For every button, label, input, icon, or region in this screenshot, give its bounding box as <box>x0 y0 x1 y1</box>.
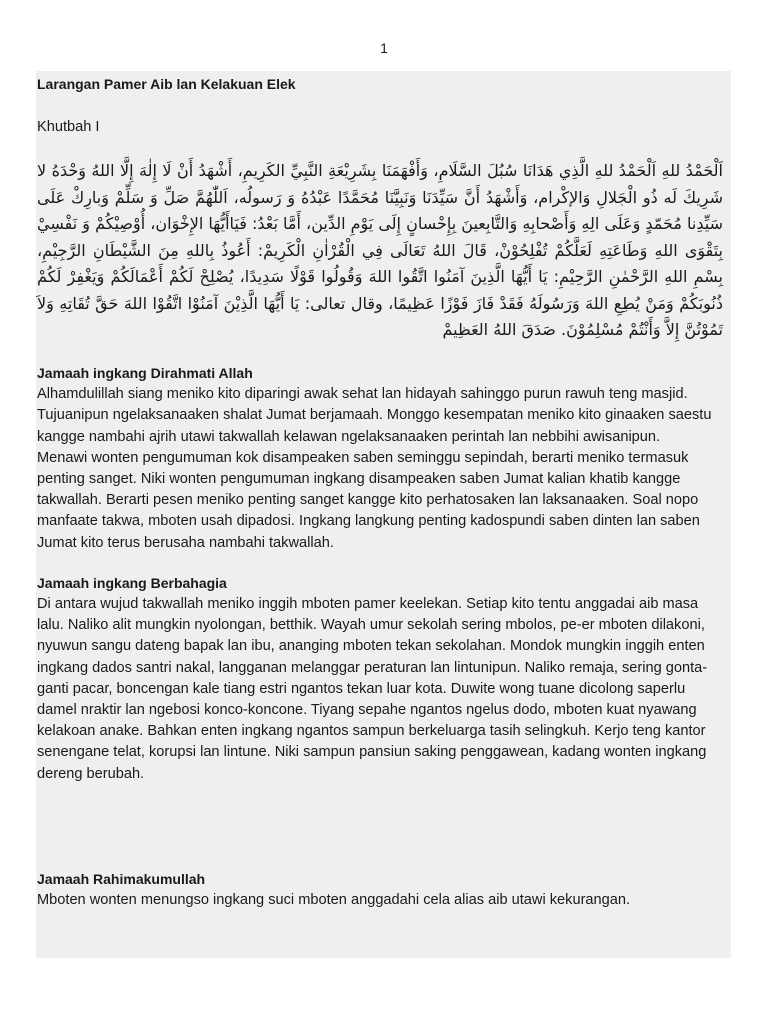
arabic-opening-text: اَلْحَمْدُ للهِ اَلْحَمْدُ للهِ الَّذِي هَدَانَا سُبُلَ السَّلَامِ، وَأَفْهَمَنَا بِشَرِيْعَةِ النَّبِيِّ الكَرِيمِ، أَشْهَدُ أَنْ لَا إِلٰهَ إِلَّا اللهُ وَحْدَهُ لا شَرِيكَ لَه ذُو الْجَلالِ وَالإكْرام، وَأَشْهَدُ أَنَّ سَيِّدَنَا وَنَبِيَّنَا مُحَمَّدًا عَبْدُهُ وَ رَسولُه، اَللّٰهُمَّ صَلِّ وَ سَلِّمْ وَبارِكْ عَلَى سَيِّدِنا مُحَمّدٍ وَعَلَى الِهِ وَأَصْحابِهِ وَالتَّابِعينَ بِإِحْسانٍ إِلَى يَوْمِ الدِّين، أَمَّا بَعْدُ: فَيَاأَيُّهَا الإِخْوَان، أُوْصِيْكُمْ وَ نَفْسِيْ بِتَقْوَى اللهِ وَطَاعَتِهِ لَعَلَّكُمْ تُفْلِحُوْنْ، قَالَ اللهُ تَعَالَى فِي الْقُرْاٰنِ الْكَرِيمْ: أَعُوذُ بِاللهِ مِنَ الشَّيْطَانِ الرَّجِيْمِ، بِسْمِ اللهِ الرَّحْمٰنِ الرَّحِيْمِ: يَا أَيُّهَا الَّذِينَ آمَنُوا اتَّقُوا اللهَ وَقُولُوا قَوْلًا سَدِيدًا، يُصْلِحْ لَكُمْ أَعْمَالَكُمْ وَيَغْفِرْ لَكُمْ ذُنُوبَكُمْ وَمَنْ يُطِعِ اللهَ وَرَسُولَهُ فَقَدْ فَازَ فَوْزًا عَظِيمًا، وقال تعالى: يَا أَيُّهَا الَّذِيْنَ آمَنُوْا اتَّقُوْا اللهَ حَقَّ تُقَاتِهِ وَلاَ تَمُوْتُنَّ إِلاَّ وَأَنْتُمْ مُسْلِمُوْنَ. صَدَقَ اللهُ العَظِيمْ <box>37 161 723 340</box>
section-heading: Jamaah ingkang Dirahmati Allah <box>37 364 253 381</box>
document-body <box>37 74 727 911</box>
section-heading: Jamaah ingkang Berbahagia <box>37 574 227 591</box>
paragraph: Mboten wonten menungso ingkang suci mboten anggadahi cela alias aib utawi kekurangan. <box>37 891 631 908</box>
page-number: 1 <box>380 40 388 56</box>
paragraph: Di antara wujud takwallah meniko inggih mboten pamer keelekan. Setiap kito tentu anggadai aib masa lalu. Naliko alit mungkin nyolongan, betthik. Wayah umur sekolah sering mbolos, pe-er mboten dilakoni, nyuwun sangu dateng bapak lan ibu, ananging mboten tekan sekolahan. Mondok mungkin inggih enten ingkang dados santri nakal, langganan melanggar peraturan lan lintunipun. Naliko remaja, sering gonta-ganti pacar, boncengan kale tiang estri ngantos tekan luar kota. Duwite wong tuane dicolong saperlu damel nraktir lan ngebosi konco-koncone. Tiyang sepahe ngantos ngelus dodo, mboten kuat nyawang kelakoan anake. Bahkan enten ingkang ngantos sampun berkeluarga tasih selingkuh. Kerjo teng kantor senengane telat, korupsi lan lintune. Niki sampun pansiun saking penggawean, kadang wonten ingkang dereng berubah. <box>37 595 708 782</box>
document-title: Larangan Pamer Aib lan Kelakuan Elek <box>37 76 296 92</box>
section-rahimakumullah <box>37 869 727 911</box>
khutbah-label: Khutbah I <box>37 119 100 136</box>
paragraph: Alhamdulillah siang meniko kito diparingi awak sehat lan hidayah sahinggo purun rawuh teng masjid. Tujuanipun ngelaksanaaken shalat Jumat berjamaah. Monggo kesempatan meniko kito ginaaken saestu kangge nambahi ajrih utawi takwallah kelawan ngelaksanaaken perintah lan nebbihi awisanipun. <box>37 386 712 445</box>
section-dirahmati <box>37 363 727 554</box>
section-berbahagia <box>37 573 727 785</box>
paragraph: Menawi wonten pengumuman kok disampeaken saben seminggu sepindah, berarti meniko termasuk penting sanget. Niki wonten pengumuman ingkang disampeaken saben Jumat kalian khatib kangge takwallah. Berarti pesen meniko penting sanget kangge kito perhatosaken lan laksanaaken. Soal nopo manfaate takwa, mboten usah dipadosi. Ingkang langkung penting kadospundi saben dinten lan saben Jumat kito terus berusaha nambahi takwallah. <box>37 449 700 551</box>
section-heading: Jamaah Rahimakumullah <box>37 870 206 887</box>
